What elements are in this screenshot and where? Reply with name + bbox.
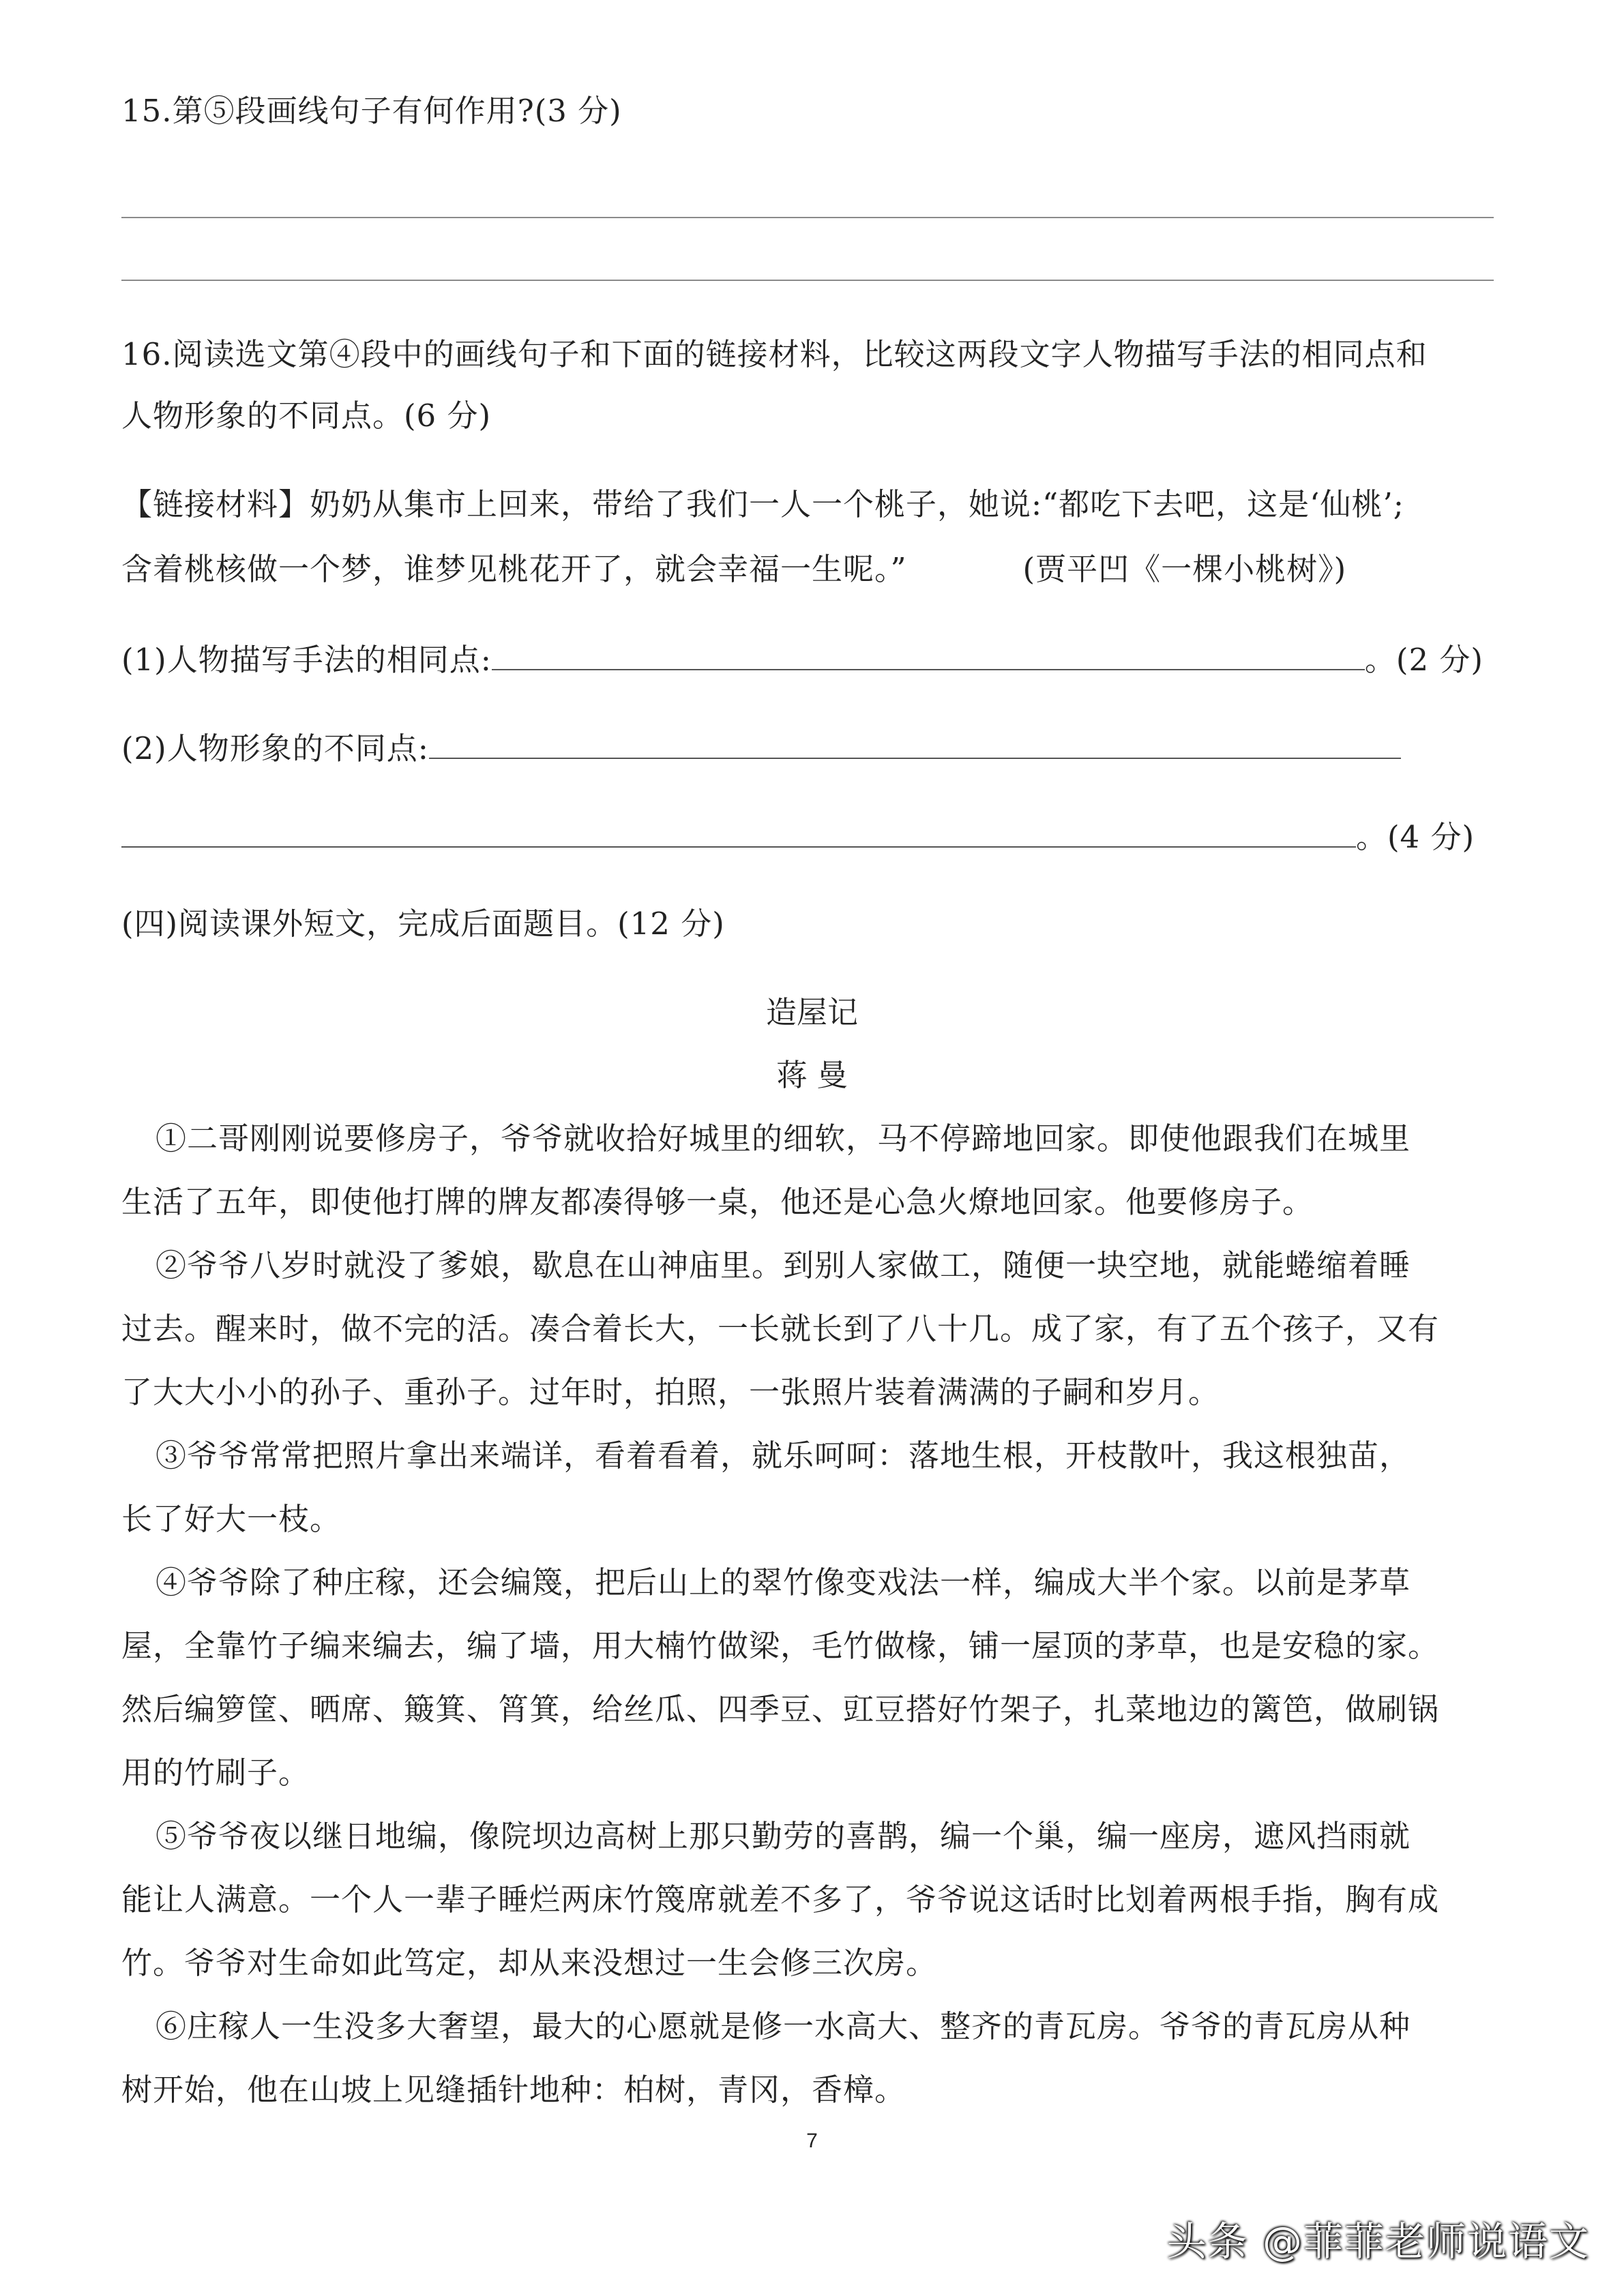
- link-material-line-2: [121, 549, 1346, 590]
- paragraph-4-line: ④爷爷除了种庄稼，还会编篾，把后山上的翠竹像变戏法一样，编成大半个家。以前是茅草: [156, 1564, 1411, 1600]
- paragraph-5-line: 能让人满意。一个人一辈子睡烂两床竹篾席就差不多了，爷爷说这话时比划着两根手指，胸有成: [121, 1881, 1440, 1918]
- watermark: 头条 @菲菲老师说语文: [1166, 2218, 1590, 2265]
- paragraph-3-line: 长了好大一枝。: [121, 1501, 342, 1537]
- answer-line[interactable]: [121, 217, 1494, 218]
- link-material-line-1: 【链接材料】奶奶从集市上回来，带给了我们一人一个桃子，她说:“都吃下去吧，这是‘仙桃’;: [121, 486, 1404, 522]
- paragraph-5-line: ⑤爷爷夜以继日地编，像院坝边高树上那只勤劳的喜鹊，编一个巢，编一座房，遮风挡雨就: [156, 1818, 1411, 1854]
- article-author: 蒋 曼: [776, 1057, 848, 1093]
- sub-question-1-label: (1)人物描写手法的相同点:: [121, 642, 492, 678]
- sub-question-1: [121, 638, 1483, 681]
- paragraph-4-line: 用的竹刷子。: [121, 1755, 310, 1791]
- paragraph-1-line: 生活了五年，即使他打牌的牌友都凑得够一桌，他还是心急火燎地回家。他要修房子。: [121, 1184, 1314, 1220]
- paragraph-1-line: ①二哥刚刚说要修房子，爷爷就收拾好城里的细软，马不停蹄地回家。即使他跟我们在城里: [156, 1120, 1411, 1157]
- paragraph-2-line: 过去。醒来时，做不完的活。凑合着长大，一长就长到了八十几。成了家，有了五个孩子，又有: [121, 1311, 1440, 1347]
- answer-blank[interactable]: [492, 638, 1365, 670]
- answer-line[interactable]: [121, 280, 1494, 281]
- page-number: 7: [806, 2130, 818, 2152]
- answer-blank[interactable]: [429, 726, 1401, 759]
- paragraph-2-line: ②爷爷八岁时就没了爹娘，歇息在山神庙里。到别人家做工，随便一块空地，就能蜷缩着睡: [156, 1247, 1411, 1283]
- paragraph-4-line: 屋，全靠竹子编来编去，编了墙，用大楠竹做梁，毛竹做椽，铺一屋顶的茅草，也是安稳的家。: [121, 1628, 1440, 1664]
- paragraph-4-line: 然后编箩筐、晒席、簸箕、筲箕，给丝瓜、四季豆、豇豆搭好竹架子，扎菜地边的篱笆，做刷锅: [121, 1691, 1440, 1727]
- article-title: 造屋记: [765, 994, 858, 1030]
- sub-question-1-score: 。(2 分): [1364, 642, 1483, 678]
- question-15: 15.第⑤段画线句子有何作用?(3 分): [121, 93, 622, 129]
- paragraph-3-line: ③爷爷常常把照片拿出来端详，看着看着，就乐呵呵：落地生根，开枝散叶，我这根独苗，: [156, 1437, 1411, 1474]
- sub-question-2-score: 。(4 分): [1356, 819, 1475, 855]
- question-16-line-2: 人物形象的不同点。(6 分): [121, 398, 492, 434]
- link-material-text: 含着桃核做一个梦，谁梦见桃花开了，就会幸福一生呢。”: [121, 551, 907, 587]
- sub-question-2: [121, 726, 1401, 769]
- paragraph-2-line: 了大大小小的孙子、重孙子。过年时，拍照，一张照片装着满满的子嗣和岁月。: [121, 1374, 1220, 1410]
- paragraph-5-line: 竹。爷爷对生命如此笃定，却从来没想过一生会修三次房。: [121, 1945, 938, 1981]
- sub-question-2-continued: [121, 815, 1475, 858]
- question-16-line-1: 16.阅读选文第④段中的画线句子和下面的链接材料，比较这两段文字人物描写手法的相同点和: [121, 336, 1428, 372]
- answer-blank[interactable]: [121, 815, 1356, 848]
- sub-question-2-label: (2)人物形象的不同点:: [121, 730, 429, 766]
- link-material-source: (贾平凹《一棵小桃树》): [1022, 551, 1347, 587]
- paragraph-6-line: 树开始，他在山坡上见缝插针地种：柏树，青冈，香樟。: [121, 2072, 906, 2108]
- section-heading: (四)阅读课外短文，完成后面题目。(12 分): [121, 906, 725, 942]
- paragraph-6-line: ⑥庄稼人一生没多大奢望，最大的心愿就是修一水高大、整齐的青瓦房。爷爷的青瓦房从种: [156, 2008, 1411, 2044]
